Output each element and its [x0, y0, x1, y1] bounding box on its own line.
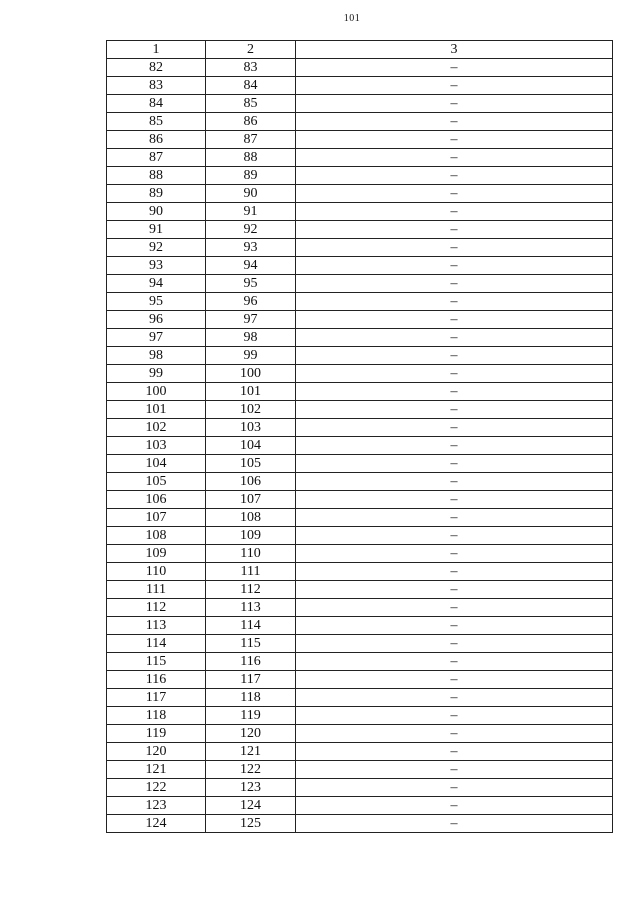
table-row	[107, 419, 613, 437]
table-row	[107, 509, 613, 527]
table-cell-col1: 110	[107, 563, 206, 581]
table-cell-col2: 105	[206, 455, 296, 473]
table-cell-col2: 86	[206, 113, 296, 131]
table-cell-col3: –	[296, 509, 613, 527]
table-cell-col1: 84	[107, 95, 206, 113]
table-cell-col1: 86	[107, 131, 206, 149]
table-cell-col3: –	[296, 599, 613, 617]
table-cell-col2: 122	[206, 761, 296, 779]
table-cell-col1: 97	[107, 329, 206, 347]
table-cell-col2: 104	[206, 437, 296, 455]
table-cell-col3: –	[296, 527, 613, 545]
table-cell-col2: 113	[206, 599, 296, 617]
table-row	[107, 599, 613, 617]
table-cell-col1: 93	[107, 257, 206, 275]
table-cell-col1: 115	[107, 653, 206, 671]
table-cell-col3: –	[296, 581, 613, 599]
column-header-2: 2	[206, 41, 296, 59]
table-cell-col2: 114	[206, 617, 296, 635]
table-cell-col3: –	[296, 401, 613, 419]
table-row	[107, 203, 613, 221]
table-cell-col1: 89	[107, 185, 206, 203]
table-cell-col3: –	[296, 761, 613, 779]
table-row	[107, 581, 613, 599]
table-cell-col2: 102	[206, 401, 296, 419]
table-cell-col2: 84	[206, 77, 296, 95]
table-cell-col1: 116	[107, 671, 206, 689]
table-row	[107, 401, 613, 419]
table-row	[107, 221, 613, 239]
table-cell-col1: 85	[107, 113, 206, 131]
table-cell-col3: –	[296, 365, 613, 383]
table-cell-col2: 90	[206, 185, 296, 203]
table-cell-col1: 105	[107, 473, 206, 491]
table-cell-col1: 107	[107, 509, 206, 527]
table-row	[107, 563, 613, 581]
table-row	[107, 527, 613, 545]
column-header-3: 3	[296, 41, 613, 59]
table-cell-col3: –	[296, 221, 613, 239]
table-cell-col1: 113	[107, 617, 206, 635]
table-cell-col2: 89	[206, 167, 296, 185]
table-cell-col1: 112	[107, 599, 206, 617]
table-row	[107, 293, 613, 311]
table-cell-col3: –	[296, 77, 613, 95]
table-cell-col1: 114	[107, 635, 206, 653]
table-cell-col3: –	[296, 491, 613, 509]
table-cell-col1: 92	[107, 239, 206, 257]
table-cell-col3: –	[296, 59, 613, 77]
table-cell-col1: 98	[107, 347, 206, 365]
table-header-row	[107, 41, 613, 59]
table-cell-col1: 121	[107, 761, 206, 779]
table-cell-col3: –	[296, 779, 613, 797]
table-cell-col3: –	[296, 653, 613, 671]
table-row	[107, 59, 613, 77]
table-cell-col3: –	[296, 185, 613, 203]
table-cell-col1: 90	[107, 203, 206, 221]
table-cell-col2: 100	[206, 365, 296, 383]
table-cell-col3: –	[296, 473, 613, 491]
table-row	[107, 365, 613, 383]
table-cell-col3: –	[296, 293, 613, 311]
table-row	[107, 797, 613, 815]
table-cell-col3: –	[296, 383, 613, 401]
table-cell-col3: –	[296, 635, 613, 653]
table-cell-col1: 111	[107, 581, 206, 599]
table-cell-col1: 99	[107, 365, 206, 383]
table-row	[107, 635, 613, 653]
table-cell-col2: 120	[206, 725, 296, 743]
table-cell-col2: 93	[206, 239, 296, 257]
table-cell-col3: –	[296, 455, 613, 473]
table-row	[107, 815, 613, 833]
table-cell-col2: 87	[206, 131, 296, 149]
table-cell-col1: 96	[107, 311, 206, 329]
table-cell-col2: 96	[206, 293, 296, 311]
table-row	[107, 617, 613, 635]
table-row	[107, 167, 613, 185]
table-cell-col2: 115	[206, 635, 296, 653]
table-body	[107, 59, 613, 833]
table-cell-col2: 124	[206, 797, 296, 815]
table-cell-col2: 123	[206, 779, 296, 797]
table-cell-col1: 122	[107, 779, 206, 797]
table-cell-col1: 118	[107, 707, 206, 725]
table-cell-col1: 108	[107, 527, 206, 545]
table-row	[107, 491, 613, 509]
table-row	[107, 689, 613, 707]
table-cell-col3: –	[296, 95, 613, 113]
table-cell-col3: –	[296, 311, 613, 329]
table-row	[107, 653, 613, 671]
table-cell-col3: –	[296, 131, 613, 149]
table-row	[107, 185, 613, 203]
table-cell-col2: 117	[206, 671, 296, 689]
table-cell-col3: –	[296, 689, 613, 707]
table-row	[107, 473, 613, 491]
table-cell-col2: 101	[206, 383, 296, 401]
table-cell-col1: 91	[107, 221, 206, 239]
table-cell-col1: 124	[107, 815, 206, 833]
table-row	[107, 149, 613, 167]
table-cell-col2: 107	[206, 491, 296, 509]
table-cell-col3: –	[296, 563, 613, 581]
table-cell-col1: 101	[107, 401, 206, 419]
table-cell-col2: 97	[206, 311, 296, 329]
table-cell-col3: –	[296, 203, 613, 221]
table-cell-col1: 94	[107, 275, 206, 293]
table-cell-col2: 110	[206, 545, 296, 563]
table-cell-col3: –	[296, 257, 613, 275]
table-cell-col3: –	[296, 437, 613, 455]
table-cell-col2: 92	[206, 221, 296, 239]
table-cell-col2: 125	[206, 815, 296, 833]
table-cell-col3: –	[296, 707, 613, 725]
table-row	[107, 671, 613, 689]
table-cell-col1: 123	[107, 797, 206, 815]
table-cell-col2: 85	[206, 95, 296, 113]
table-cell-col3: –	[296, 815, 613, 833]
table-row	[107, 77, 613, 95]
table-cell-col1: 120	[107, 743, 206, 761]
table-cell-col3: –	[296, 545, 613, 563]
table-cell-col2: 88	[206, 149, 296, 167]
table-cell-col2: 112	[206, 581, 296, 599]
table-cell-col2: 119	[206, 707, 296, 725]
table-cell-col2: 118	[206, 689, 296, 707]
table-cell-col3: –	[296, 167, 613, 185]
table-cell-col1: 103	[107, 437, 206, 455]
table-cell-col2: 91	[206, 203, 296, 221]
table-cell-col3: –	[296, 329, 613, 347]
table-cell-col1: 117	[107, 689, 206, 707]
table-row	[107, 311, 613, 329]
table-row	[107, 239, 613, 257]
table-cell-col3: –	[296, 419, 613, 437]
table-row	[107, 779, 613, 797]
table-cell-col3: –	[296, 743, 613, 761]
table-row	[107, 275, 613, 293]
table-cell-col3: –	[296, 671, 613, 689]
table-cell-col3: –	[296, 797, 613, 815]
table-cell-col1: 102	[107, 419, 206, 437]
table-cell-col2: 83	[206, 59, 296, 77]
table-row	[107, 707, 613, 725]
table-cell-col1: 119	[107, 725, 206, 743]
page-number: 101	[343, 13, 361, 24]
table-cell-col2: 95	[206, 275, 296, 293]
table-cell-col2: 99	[206, 347, 296, 365]
table-cell-col2: 121	[206, 743, 296, 761]
table-row	[107, 383, 613, 401]
table-cell-col2: 106	[206, 473, 296, 491]
table-cell-col1: 100	[107, 383, 206, 401]
table-row	[107, 545, 613, 563]
table-cell-col1: 82	[107, 59, 206, 77]
table-cell-col2: 103	[206, 419, 296, 437]
table-cell-col1: 106	[107, 491, 206, 509]
table-cell-col3: –	[296, 239, 613, 257]
table-row	[107, 257, 613, 275]
table-row	[107, 761, 613, 779]
table-cell-col2: 94	[206, 257, 296, 275]
table-cell-col1: 95	[107, 293, 206, 311]
table-row	[107, 455, 613, 473]
table-cell-col1: 88	[107, 167, 206, 185]
table-cell-col3: –	[296, 725, 613, 743]
table-row	[107, 743, 613, 761]
table-row	[107, 347, 613, 365]
table-cell-col3: –	[296, 275, 613, 293]
table-row	[107, 725, 613, 743]
column-header-1: 1	[107, 41, 206, 59]
table-cell-col2: 98	[206, 329, 296, 347]
table-cell-col2: 116	[206, 653, 296, 671]
table-cell-col1: 83	[107, 77, 206, 95]
table-row	[107, 437, 613, 455]
data-table	[106, 40, 613, 833]
table-row	[107, 113, 613, 131]
table-cell-col1: 109	[107, 545, 206, 563]
table-row	[107, 329, 613, 347]
table-cell-col3: –	[296, 347, 613, 365]
table-cell-col3: –	[296, 113, 613, 131]
table-row	[107, 131, 613, 149]
table-row	[107, 95, 613, 113]
table-cell-col2: 111	[206, 563, 296, 581]
table-cell-col2: 108	[206, 509, 296, 527]
table-cell-col3: –	[296, 617, 613, 635]
table-cell-col1: 104	[107, 455, 206, 473]
table-cell-col3: –	[296, 149, 613, 167]
table-cell-col2: 109	[206, 527, 296, 545]
table-cell-col1: 87	[107, 149, 206, 167]
